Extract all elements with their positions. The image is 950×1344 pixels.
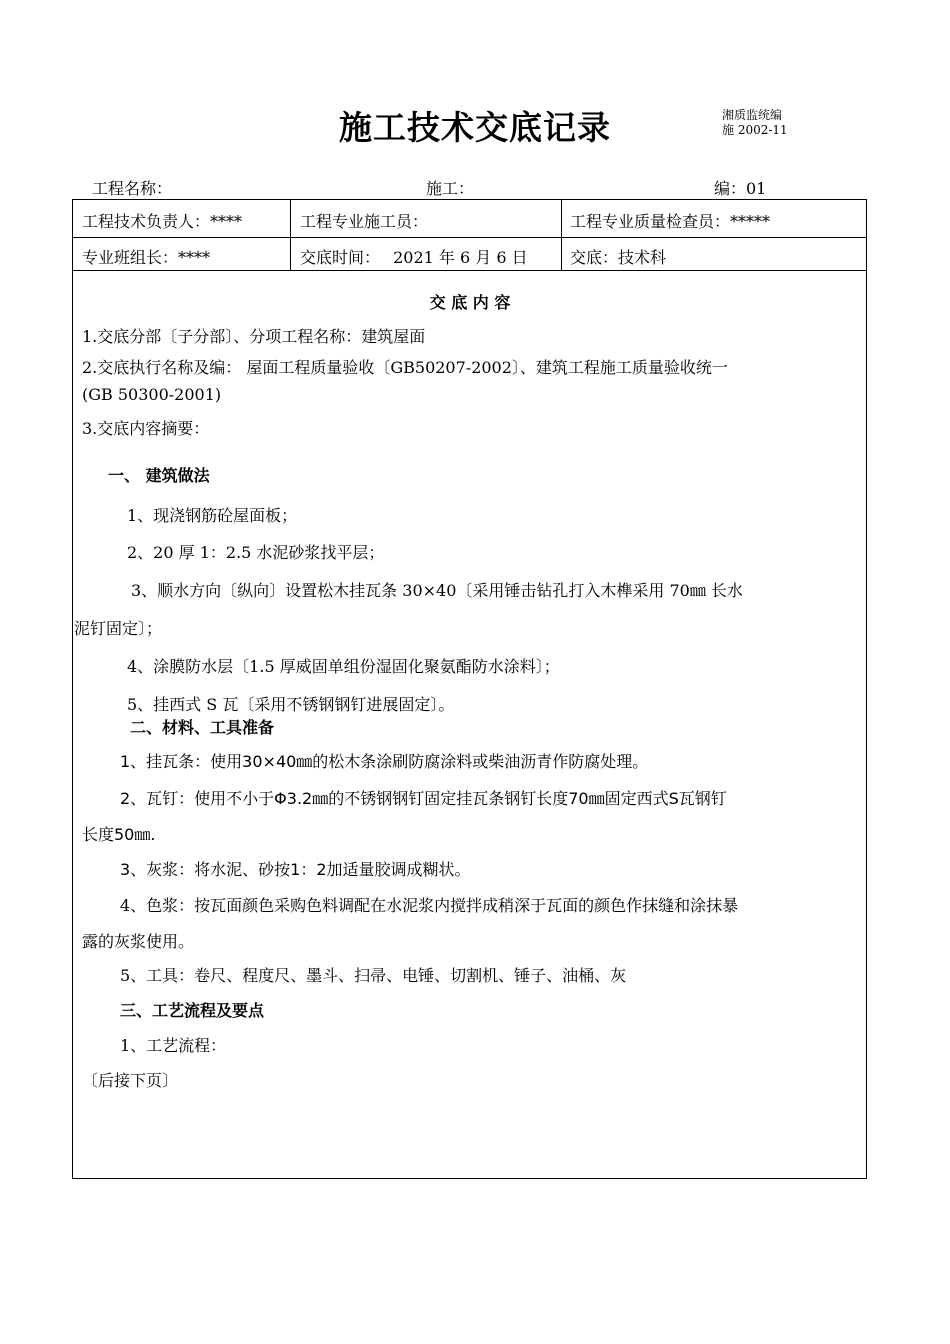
section-2-item-3: 3、灰浆：将水泥、砂按1：2加适量胶调成糊状。: [120, 860, 471, 879]
section-2-heading: 二、材料、工具准备: [130, 718, 275, 737]
construction-label: 施工：: [426, 179, 475, 198]
section-1-item-4: 4、涂膜防水层〔1.5 厚威固单组份湿固化聚氨酯防水涂料〕；: [127, 657, 560, 676]
content-heading: 交 底 内 容: [429, 293, 511, 312]
handover-dept-cell: 交底：技术科: [570, 248, 667, 267]
row-divider-2: [72, 270, 867, 271]
section-2-item-2-line1: 2、瓦钉：使用不小于Φ3.2㎜的不锈钢钢钉固定挂瓦条钢钉长度70㎜固定西式S瓦钢钉: [120, 789, 727, 808]
page-title: 施工技术交底记录: [339, 108, 611, 147]
section-2-item-1: 1、挂瓦条：使用30×40㎜的松木条涂刷防腐涂料或柴油沥青作防腐处理。: [120, 752, 649, 771]
section-1-heading: 一、 建筑做法: [108, 466, 210, 485]
section-1-item-5: 5、挂西式 S 瓦〔采用不锈钢钢钉进展固定〕。: [127, 695, 455, 714]
section-2-item-2-line2: 长度50㎜.: [82, 825, 156, 844]
section-2-item-4-line2: 露的灰浆使用。: [82, 932, 195, 951]
column-divider-1: [290, 199, 291, 270]
project-name-label: 工程名称：: [92, 179, 173, 198]
site-worker-cell: 工程专业施工员：: [300, 212, 429, 231]
section-2-item-5: 5、工具：卷尺、程度尺、墨斗、扫帚、电锤、切割机、锤子、油桶、灰: [120, 966, 627, 985]
item-2-line1: 2.交底执行名称及编： 屋面工程质量验收〔GB50207-2002〕、建筑工程施工质量验收统一: [82, 358, 728, 377]
team-leader-cell: 专业班组长：****: [82, 248, 211, 267]
tech-lead-cell: 工程技术负责人：****: [82, 212, 243, 231]
item-2-line2: (GB 50300-2001): [82, 385, 222, 404]
section-3-heading: 三、工艺流程及要点: [120, 1001, 265, 1020]
section-1-item-2: 2、20 厚 1：2.5 水泥砂浆找平层；: [127, 543, 385, 562]
column-divider-2: [561, 199, 562, 270]
section-1-item-1: 1、现浇钢筋砼屋面板；: [127, 506, 298, 525]
continued-note: 〔后接下页〕: [82, 1071, 179, 1090]
section-3-item-1: 1、工艺流程：: [120, 1036, 227, 1055]
quality-inspector-cell: 工程专业质量检查员：*****: [570, 212, 771, 231]
document-number: 编：01: [714, 179, 767, 198]
form-code-line2: 施 2002-11: [722, 123, 788, 137]
item-1: 1.交底分部〔子分部〕、分项工程名称：建筑屋面: [82, 327, 426, 346]
row-divider-1: [72, 237, 867, 238]
form-code-line1: 湘质监统编: [722, 108, 783, 122]
section-1-item-3-line1: 3、顺水方向〔纵向〕设置松木挂瓦条 30×40〔采用锤击钻孔打入木榫采用 70㎜ 长水: [131, 581, 743, 600]
section-1-item-3-line2: 泥钉固定〕；: [74, 619, 163, 638]
item-3: 3.交底内容摘要：: [82, 419, 210, 438]
section-2-item-4-line1: 4、色浆：按瓦面颜色采购色料调配在水泥浆内搅拌成稍深于瓦面的颜色作抹缝和涂抹暴: [120, 896, 739, 915]
handover-time-cell: 交底时间： 2021 年 6 月 6 日: [300, 248, 528, 267]
